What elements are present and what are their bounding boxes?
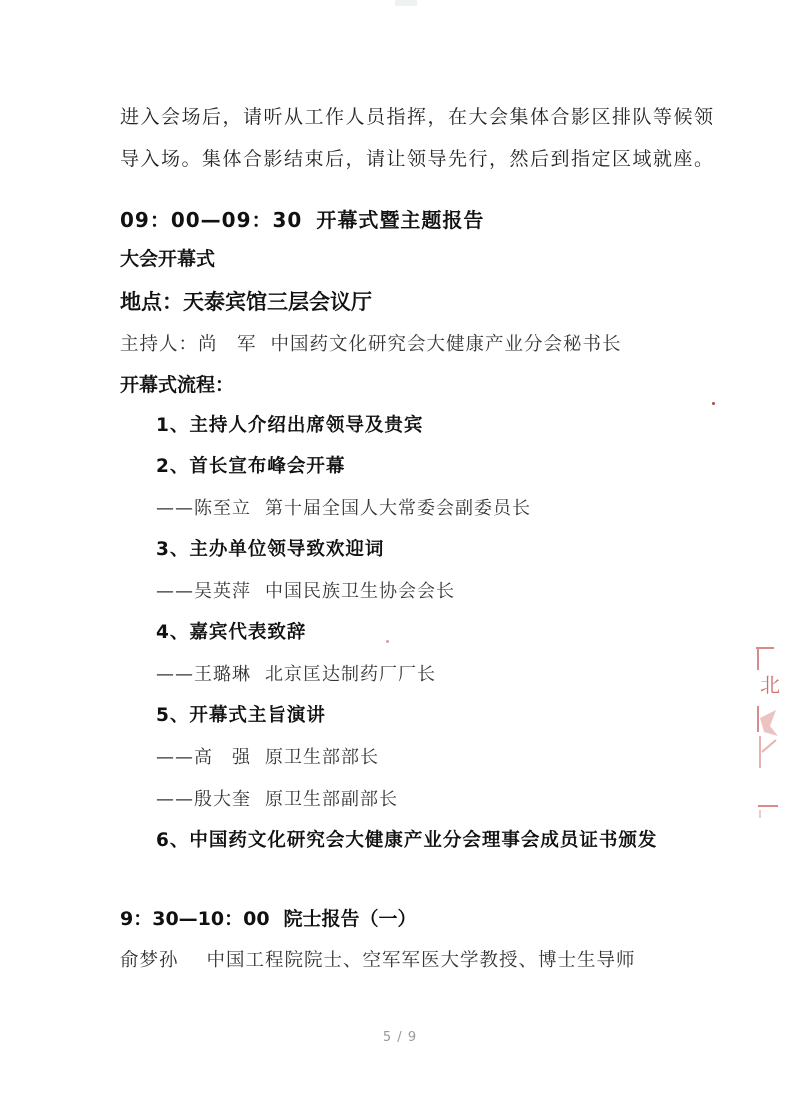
opening-host [120, 330, 622, 356]
seal-character: 北 [760, 673, 780, 697]
step-3: 3、主办单位领导致欢迎词 [156, 539, 385, 560]
opening-location: 地点：天泰宾馆三层会议厅 [120, 290, 372, 314]
opening-heading: 大会开幕式 [120, 248, 216, 270]
step-2: 2、首长宣布峰会开幕 [156, 456, 346, 477]
step-4-speaker [156, 660, 436, 686]
speaker-name: ——高 强 [156, 747, 251, 768]
session-2-heading [120, 904, 417, 931]
host-label: 主持人： [120, 334, 199, 355]
speaker-title: 原卫生部部长 [265, 747, 379, 768]
scan-speck [386, 640, 389, 643]
scan-mark [395, 0, 417, 6]
speaker-name: 俞梦孙 [120, 950, 179, 971]
step-5: 5、开幕式主旨演讲 [156, 705, 326, 726]
step-5-speaker-1 [156, 743, 379, 769]
scan-speck [712, 402, 715, 405]
speaker-title: 中国民族卫生协会会长 [265, 581, 455, 602]
step-5-speaker-2 [156, 785, 398, 811]
step-1: 1、主持人介绍出席领导及贵宾 [156, 415, 424, 436]
intro-line-2: 导入场。集体合影结束后，请让领导先行，然后到指定区域就座。 [120, 148, 715, 170]
speaker-title: 原卫生部副部长 [265, 789, 398, 810]
speaker-name: ——殷大奎 [156, 789, 251, 810]
session-1-title: 开幕式暨主题报告 [316, 208, 485, 232]
step-3-speaker [156, 577, 455, 603]
red-seal-stamp [752, 640, 782, 820]
speaker-name: ——吴英萍 [156, 581, 251, 602]
session-2-speaker [120, 946, 636, 972]
session-2-time: 9：30—10：00 [120, 908, 270, 930]
speaker-title: 中国工程院院士、空军军医大学教授、博士生导师 [206, 950, 636, 971]
speaker-title: 第十届全国人大常委会副委员长 [265, 498, 531, 519]
speaker-name: ——陈至立 [156, 498, 251, 519]
session-1-heading [120, 204, 484, 233]
session-1-time: 09：00—09：30 [120, 208, 303, 232]
speaker-title: 北京匡达制药厂厂长 [265, 664, 436, 685]
step-2-speaker [156, 494, 531, 520]
flow-heading: 开幕式流程： [120, 374, 235, 396]
intro-line-1: 进入会场后，请听从工作人员指挥，在大会集体合影区排队等候领 [120, 106, 715, 128]
host-name: 尚 军 [198, 334, 257, 355]
step-4: 4、嘉宾代表致辞 [156, 622, 307, 643]
session-2-title: 院士报告（一） [283, 908, 417, 930]
host-title: 中国药文化研究会大健康产业分会秘书长 [270, 334, 622, 355]
speaker-name: ——王璐琳 [156, 664, 251, 685]
step-6: 6、中国药文化研究会大健康产业分会理事会成员证书颁发 [156, 830, 658, 851]
page-number: 5 / 9 [382, 1030, 418, 1045]
